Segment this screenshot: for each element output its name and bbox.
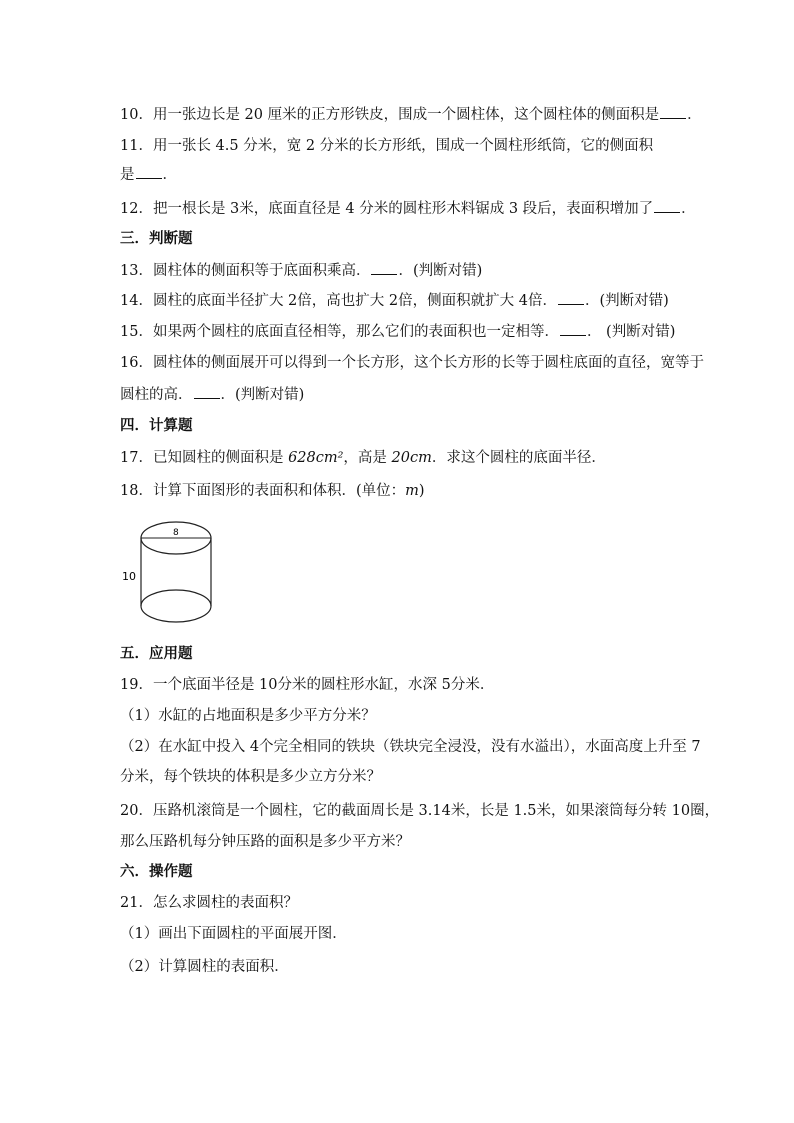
question-11-line1: 11．用一张长 4.5 分米，宽 2 分米的长方形纸，围成一个圆柱形纸筒，它的侧面积	[120, 138, 654, 154]
height-label: 10	[122, 570, 136, 583]
question-17: 17．已知圆柱的侧面积是 628cm²，高是 20cm．求这个圆柱的底面半径．	[120, 450, 606, 466]
question-19-part1: （1）水缸的占地面积是多少平方分米？	[120, 708, 376, 724]
question-18: 18．计算下面图形的表面积和体积．(单位：m)	[120, 483, 425, 499]
answer-blank[interactable]	[136, 164, 162, 179]
diameter-label: 8	[173, 528, 179, 538]
question-13: 13．圆柱体的侧面积等于底面积乘高． ．(判断对错)	[120, 260, 680, 281]
math-unit: m	[405, 483, 419, 499]
question-10: 10．用一张边长是 20 厘米的正方形铁皮，围成一个圆柱体，这个圆柱体的侧面积是 ．	[120, 104, 680, 125]
question-11-line2: 是 ．	[120, 164, 680, 185]
question-21: 21．怎么求圆柱的表面积？	[120, 895, 298, 911]
question-21-part1: （1）画出下面圆柱的平面展开图．	[120, 926, 347, 942]
answer-blank[interactable]	[558, 290, 584, 305]
section-heading-judgment: 三．判断题	[120, 231, 193, 247]
math-height: 20cm	[391, 450, 432, 466]
question-12: 12．把一根长是 3米，底面直径是 4 分米的圆柱形木料锯成 3 段后，表面积增加了 ．	[120, 198, 680, 219]
question-19: 19．一个底面半径是 10分米的圆柱形水缸，水深 5分米．	[120, 677, 495, 693]
question-20-line2: 那么压路机每分钟压路的面积是多少平方米？	[120, 834, 410, 850]
cylinder-figure	[118, 514, 218, 630]
question-16-line1: 16．圆柱体的侧面展开可以得到一个长方形，这个长方形的长等于圆柱底面的直径，宽等于	[120, 355, 704, 371]
answer-blank[interactable]	[560, 321, 586, 336]
answer-blank[interactable]	[194, 384, 220, 399]
question-20-line1: 20．压路机滚筒是一个圆柱，它的截面周长是 3.14米，长是 1.5米，如果滚筒每分转 10圈，	[120, 803, 720, 819]
question-16-line2: 圆柱的高． ．(判断对错)	[120, 384, 680, 405]
question-15: 15．如果两个圆柱的底面直径相等，那么它们的表面积也一定相等． ． (判断对错)	[120, 321, 680, 342]
question-19-part2-line2: 分米，每个铁块的体积是多少立方分米？	[120, 769, 381, 785]
section-heading-calculation: 四．计算题	[120, 418, 193, 434]
math-lateral-area: 628cm²	[288, 450, 344, 466]
section-heading-operation: 六．操作题	[120, 864, 193, 880]
answer-blank[interactable]	[371, 260, 397, 275]
question-14: 14．圆柱的底面半径扩大 2倍，高也扩大 2倍，侧面积就扩大 4倍． ．(判断对错)	[120, 290, 680, 311]
answer-blank[interactable]	[654, 198, 680, 213]
answer-blank[interactable]	[660, 104, 686, 119]
question-19-part2-line1: （2）在水缸中投入 4个完全相同的铁块（铁块完全浸没，没有水溢出），水面高度上升至 7	[120, 739, 701, 755]
section-heading-application: 五．应用题	[120, 646, 193, 662]
question-21-part2: （2）计算圆柱的表面积．	[120, 959, 289, 975]
